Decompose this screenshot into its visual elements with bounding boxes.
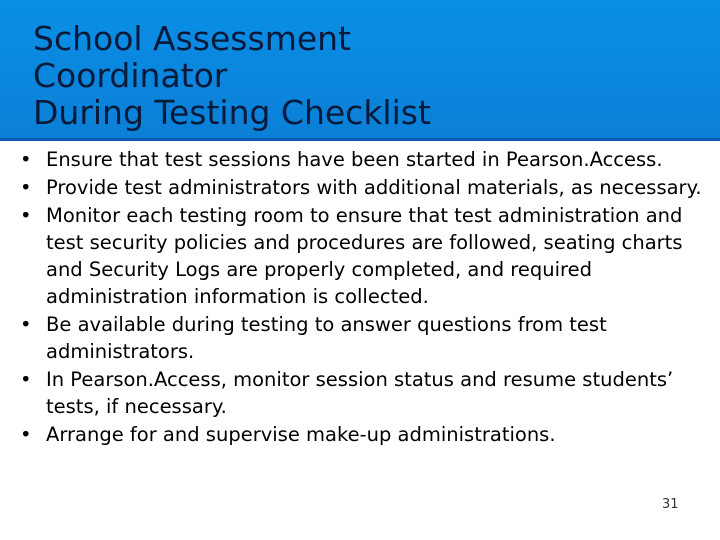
- list-item: [20, 202, 710, 310]
- title-line-2: Coordinator: [33, 56, 228, 95]
- title-line-1: School Assessment: [33, 19, 351, 58]
- list-item-text: In Pearson.Access, monitor session status and resume students’ tests, if necessary.: [46, 368, 674, 418]
- list-item-text: Ensure that test sessions have been started in Pearson.Access.: [46, 148, 663, 171]
- list-item-text: Arrange for and supervise make-up administrations.: [46, 423, 556, 446]
- list-item-text: Be available during testing to answer questions from test administrators.: [46, 313, 607, 363]
- list-item-text: Provide test administrators with additional materials, as necessary.: [46, 176, 702, 199]
- list-item: [20, 311, 710, 365]
- slide-title: [33, 20, 431, 131]
- bullet-icon: •: [20, 204, 32, 227]
- bullet-icon: •: [20, 148, 32, 171]
- checklist: [20, 146, 710, 449]
- page-number: 31: [662, 497, 679, 512]
- bullet-icon: •: [20, 423, 32, 446]
- bullet-icon: •: [20, 368, 32, 391]
- bullet-icon: •: [20, 313, 32, 336]
- banner-divider: [0, 138, 720, 141]
- list-item: [20, 174, 710, 201]
- bullet-icon: •: [20, 176, 32, 199]
- list-item: [20, 146, 710, 173]
- list-item: [20, 421, 710, 448]
- title-line-3: During Testing Checklist: [33, 93, 431, 132]
- list-item: [20, 366, 710, 420]
- list-item-text: Monitor each testing room to ensure that test administration and test security policies and procedures are followed, seating charts and Security Logs are properly completed, and required administration information is collected.: [46, 204, 683, 308]
